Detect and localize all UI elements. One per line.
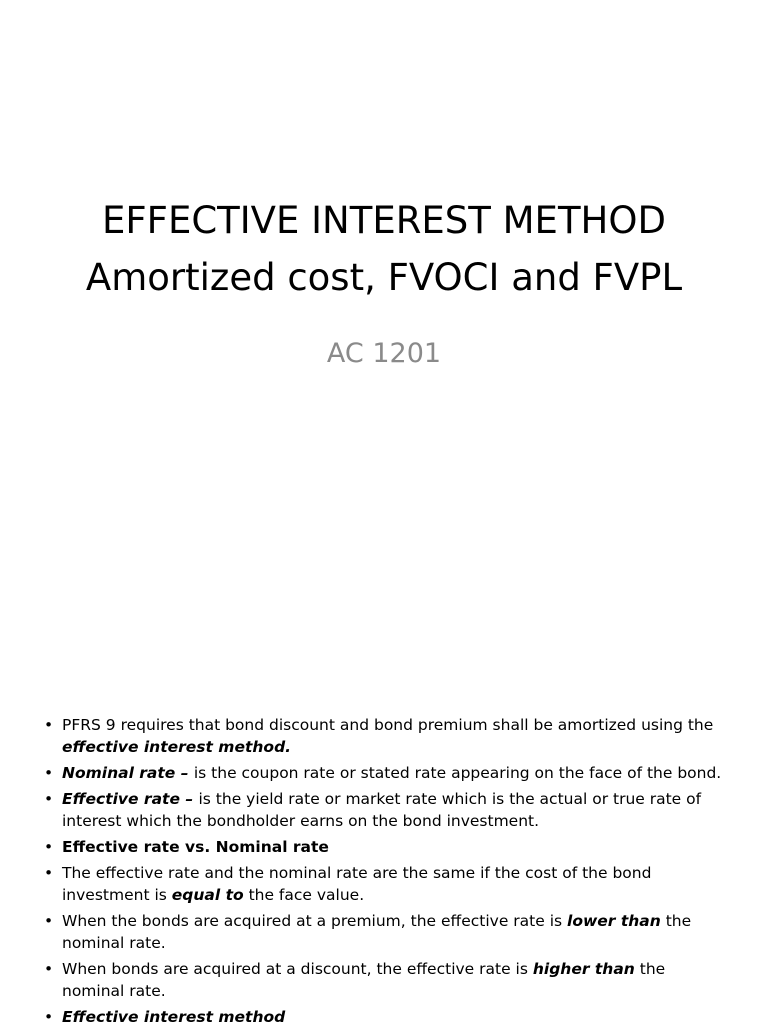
bullet-text: When bonds are acquired at a discount, the effective rate is [62, 960, 533, 978]
bullet-item [42, 910, 722, 954]
bullet-text: the face value. [243, 886, 365, 904]
bullet-emphasis: higher than [532, 960, 635, 978]
bullet-term: Nominal rate – [62, 764, 194, 782]
bullet-emphasis: lower than [567, 912, 661, 930]
bullet-text: PFRS 9 requires that bond discount and bond premium shall be amortized using the [62, 716, 714, 734]
bullet-item [42, 714, 722, 758]
bullet-emphasis: effective interest method. [62, 738, 292, 756]
bullet-emphasis: equal to [171, 886, 244, 904]
bullet-item [42, 788, 722, 832]
bullet-item [42, 836, 722, 858]
bullet-marker: • [44, 960, 54, 978]
slide-title-line-2: Amortized cost, FVOCI and FVPL [85, 256, 683, 299]
slide-title [0, 192, 768, 306]
bullet-text: is the coupon rate or stated rate appearing on the face of the bond. [193, 764, 722, 782]
bullet-marker: • [44, 764, 54, 782]
bullet-marker: • [44, 912, 54, 930]
bullet-text: is the yield rate or market rate which is the actual or true rate of interest which the bondholder earns on the bond investment. [62, 790, 702, 830]
bullet-item [42, 862, 722, 906]
bullet-marker: • [44, 838, 54, 856]
bullet-text: the nominal rate. [62, 912, 692, 952]
bullet-marker: • [44, 864, 54, 882]
slide-title-line-1: EFFECTIVE INTEREST METHOD [102, 199, 666, 242]
bullet-item [42, 1006, 722, 1028]
bullet-marker: • [44, 716, 54, 734]
bullet-item [42, 762, 722, 784]
bullet-marker: • [44, 790, 54, 808]
bullet-item [42, 958, 722, 1002]
bullet-text: the nominal rate. [62, 960, 666, 1000]
bullet-text: The effective rate and the nominal rate are the same if the cost of the bond investment is [62, 864, 652, 904]
slide-subtitle: AC 1201 [326, 338, 442, 369]
bullet-text: When the bonds are acquired at a premium, the effective rate is [62, 912, 567, 930]
bullet-list [42, 714, 722, 1032]
bullet-marker: • [44, 1008, 54, 1026]
bullet-term: Effective rate – [62, 790, 199, 808]
bullet-heading: Effective interest method [62, 1008, 286, 1026]
bullet-heading: Effective rate vs. Nominal rate [62, 838, 329, 856]
